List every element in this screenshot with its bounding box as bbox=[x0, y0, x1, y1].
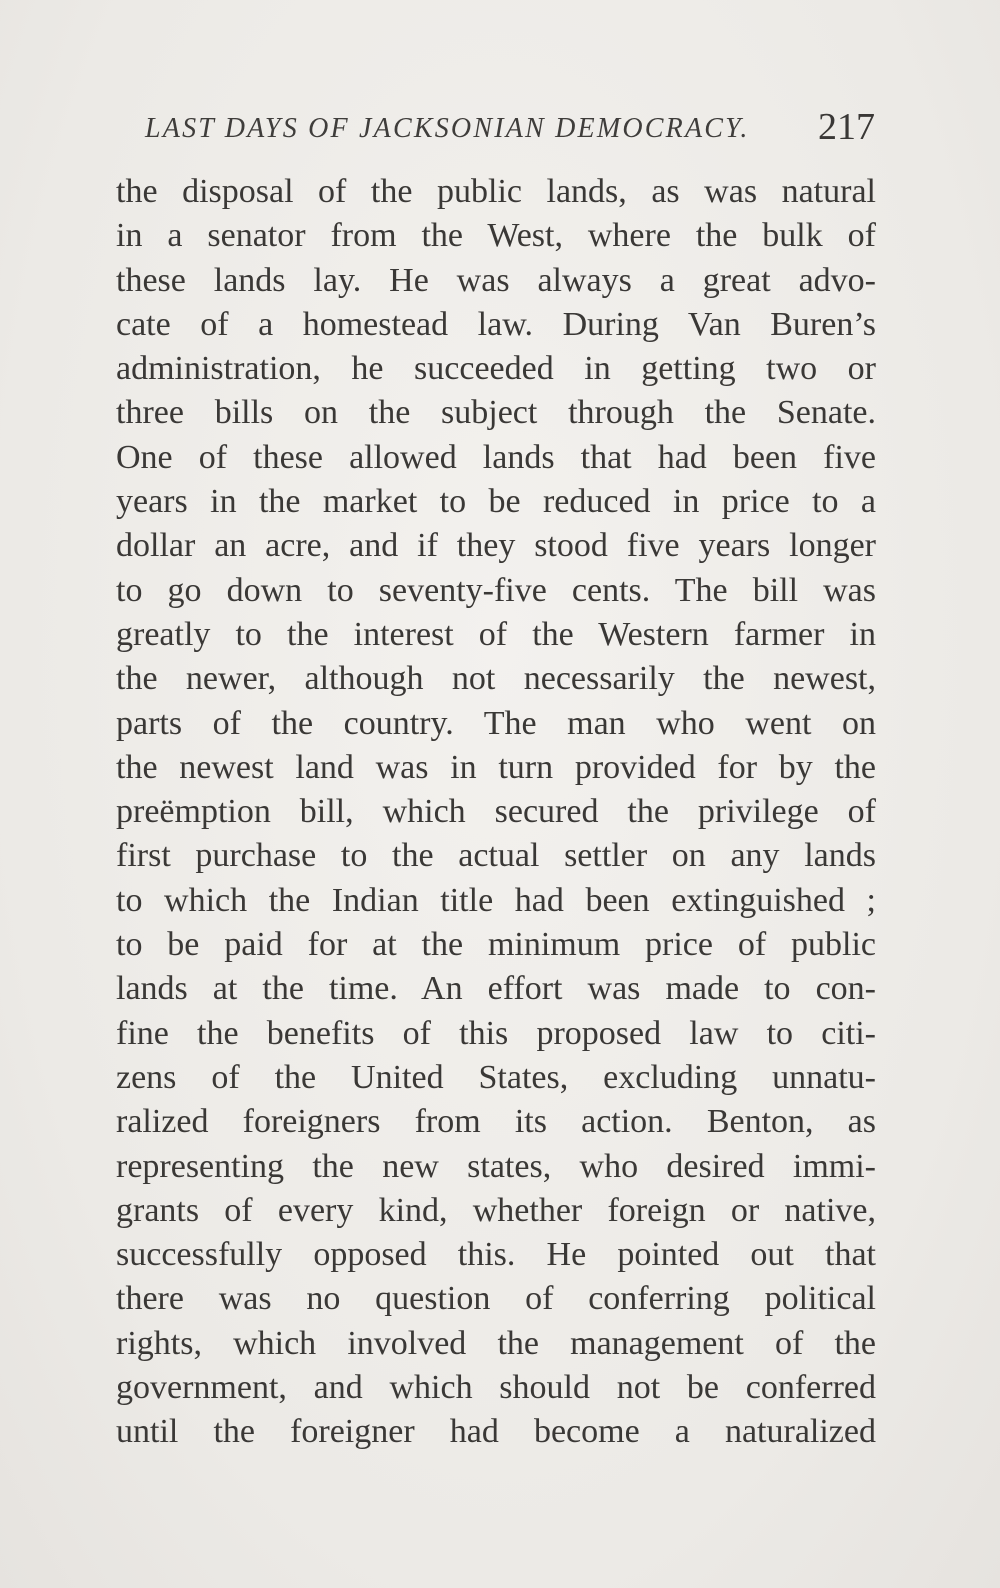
text-line: greatly to the interest of the Western farmer in bbox=[116, 615, 876, 653]
text-line: to which the Indian title had been extinguished ; bbox=[116, 881, 876, 919]
text-line: lands at the time. An effort was made to con- bbox=[116, 970, 876, 1008]
text-line: until the foreigner had become a naturalized bbox=[116, 1413, 876, 1451]
text-line: rights, which involved the management of the bbox=[116, 1324, 876, 1362]
text-line: representing the new states, who desired immi- bbox=[116, 1147, 876, 1185]
text-line: these lands lay. He was always a great advo- bbox=[116, 261, 876, 299]
text-line: preëmption bill, which secured the privilege of bbox=[116, 793, 876, 831]
text-line: the newer, although not necessarily the newest, bbox=[116, 660, 876, 698]
text-line: zens of the United States, excluding unnatu- bbox=[116, 1058, 876, 1096]
text-line: ralized foreigners from its action. Benton, as bbox=[116, 1103, 876, 1141]
page-number: 217 bbox=[818, 106, 875, 148]
text-line: the disposal of the public lands, as was natural bbox=[116, 173, 876, 210]
text-line: grants of every kind, whether foreign or native, bbox=[116, 1191, 876, 1229]
text-line: the newest land was in turn provided for by the bbox=[116, 748, 876, 786]
text-line: government, and which should not be conferred bbox=[116, 1369, 876, 1407]
text-line: cate of a homestead law. During Van Buren’s bbox=[116, 305, 876, 343]
body-text bbox=[116, 170, 876, 1455]
text-line: years in the market to be reduced in price to a bbox=[116, 483, 876, 521]
text-line: three bills on the subject through the Senate. bbox=[116, 394, 876, 432]
text-line: dollar an acre, and if they stood five years longer bbox=[116, 527, 876, 565]
text-line: first purchase to the actual settler on any lands bbox=[116, 837, 876, 875]
text-line: fine the benefits of this proposed law to citi- bbox=[116, 1014, 876, 1052]
text-line: parts of the country. The man who went on bbox=[116, 704, 876, 742]
text-line: in a senator from the West, where the bulk of bbox=[116, 217, 876, 255]
running-title: LAST DAYS OF JACKSONIAN DEMOCRACY. bbox=[145, 113, 750, 144]
text-line: successfully opposed this. He pointed out that bbox=[116, 1236, 876, 1274]
text-line: there was no question of conferring political bbox=[116, 1280, 876, 1318]
running-head bbox=[145, 105, 875, 155]
text-line: One of these allowed lands that had been five bbox=[116, 438, 876, 476]
text-line: administration, he succeeded in getting two or bbox=[116, 350, 876, 388]
text-line: to go down to seventy-five cents. The bill was bbox=[116, 571, 876, 609]
text-line: to be paid for at the minimum price of public bbox=[116, 926, 876, 964]
